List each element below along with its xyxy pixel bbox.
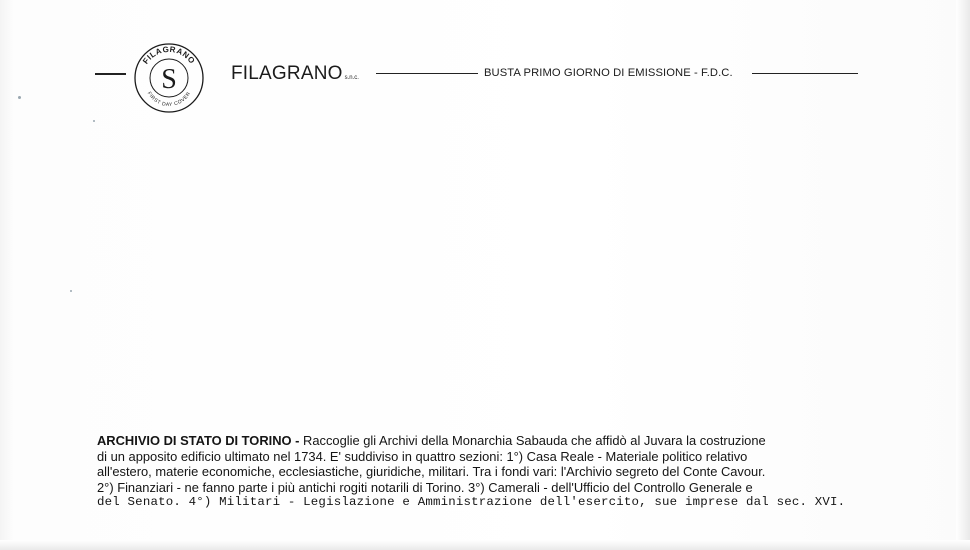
envelope-label: BUSTA PRIMO GIORNO DI EMISSIONE - F.D.C. <box>484 67 733 79</box>
paper-speck <box>18 96 21 99</box>
description-line-4: 2°) Finanziari - ne fanno parte i più antichi rogiti notarili di Torino. 3°) Camerali - dell'Ufficio del Controllo Generale e <box>97 479 753 495</box>
brand <box>231 63 359 85</box>
description-line-2: di un apposito edificio ultimato nel 1734. E' suddiviso in quattro sezioni: 1°) Casa Reale - Materiale politico relativo <box>97 448 748 464</box>
seal-top-text: FILAGRANO <box>141 44 197 66</box>
description-title: ARCHIVIO DI STATO DI TORINO - <box>97 433 300 448</box>
envelope-edge-bottom <box>0 540 970 550</box>
brand-suffix: s.n.c. <box>344 75 359 81</box>
description-text <box>97 433 845 511</box>
rule-right <box>752 73 858 74</box>
seal-letter: S <box>161 64 177 95</box>
description-line-1: Raccoglie gli Archivi della Monarchia Sabauda che affidò al Juvara la costruzione <box>303 433 766 448</box>
envelope-edge-right <box>956 0 970 550</box>
rule-left <box>376 73 478 74</box>
paper-speck <box>70 290 72 292</box>
filagrano-seal-logo <box>133 42 205 114</box>
leading-dash <box>95 73 126 75</box>
paper-speck <box>93 120 95 122</box>
description-line <box>97 433 845 449</box>
svg-text:FILAGRANO <box>141 45 197 66</box>
seal-bottom-text: FIRST DAY COVER <box>145 90 193 109</box>
description-line-5: del Senato. 4°) Militari - Legislazione e Amministrazione dell'esercito, sue imprese dal sec. XVI. <box>97 495 846 509</box>
brand-name: FILAGRANO <box>231 63 343 84</box>
description-line-3: all'estero, materie economiche, ecclesiastiche, giuridiche, militari. Tra i fondi vari: l'Archivio segreto del Conte Cavour. <box>97 464 766 479</box>
